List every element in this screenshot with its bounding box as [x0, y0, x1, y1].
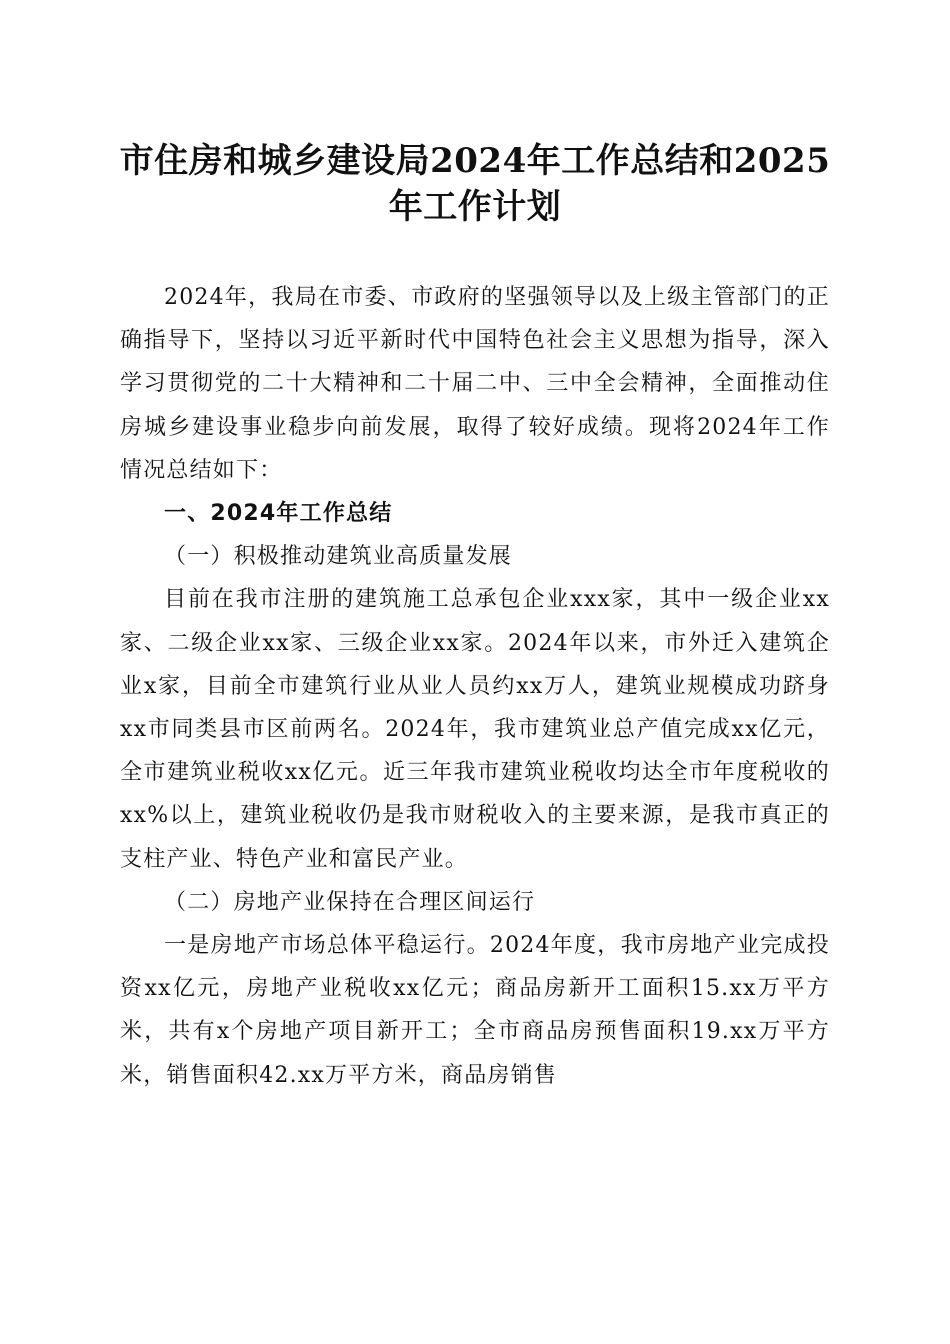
document-title: 市住房和城乡建设局2024年工作总结和2025年工作计划	[119, 141, 831, 227]
subsection-heading-2: （二）房地产业保持在合理区间运行	[164, 889, 536, 915]
subsection-heading-1: （一）积极推动建筑业高质量发展	[164, 544, 513, 570]
section-heading-1: 一、2024年工作总结	[164, 501, 393, 527]
real-estate-paragraph	[120, 924, 830, 1097]
real-estate-lead: 一是房地产市场总体平稳运行。	[164, 933, 490, 959]
real-estate-text: 2024年度，我市房地产业完成投资xx亿元，房地产业税收xx亿元；商品房新开工面积15.xx万平方米，共有x个房地产项目新开工；全市商品房预售面积19.xx万平方米，销售面积42.xx万平方米，商品房销售	[120, 933, 830, 1088]
document-body	[120, 276, 830, 1097]
construction-industry-paragraph: 目前在我市注册的建筑施工总承包企业xxx家，其中一级企业xx家、二级企业xx家、三级企业xx家。2024年以来，市外迁入建筑企业x家，目前全市建筑行业从业人员约xx万人，建筑业规模成功跻身xx市同类县市区前两名。2024年，我市建筑业总产值完成xx亿元，全市建筑业税收xx亿元。近三年我市建筑业税收均达全市年度税收的xx%以上，建筑业税收仍是我市财税收入的主要来源，是我市真正的支柱产业、特色产业和富民产业。	[120, 587, 830, 872]
intro-paragraph: 2024年，我局在市委、市政府的坚强领导以及上级主管部门的正确指导下，坚持以习近平新时代中国特色社会主义思想为指导，深入学习贯彻党的二十大精神和二十届二中、三中全会精神，全面推动住房城乡建设事业稳步向前发展，取得了较好成绩。现将2024年工作情况总结如下：	[120, 285, 830, 483]
